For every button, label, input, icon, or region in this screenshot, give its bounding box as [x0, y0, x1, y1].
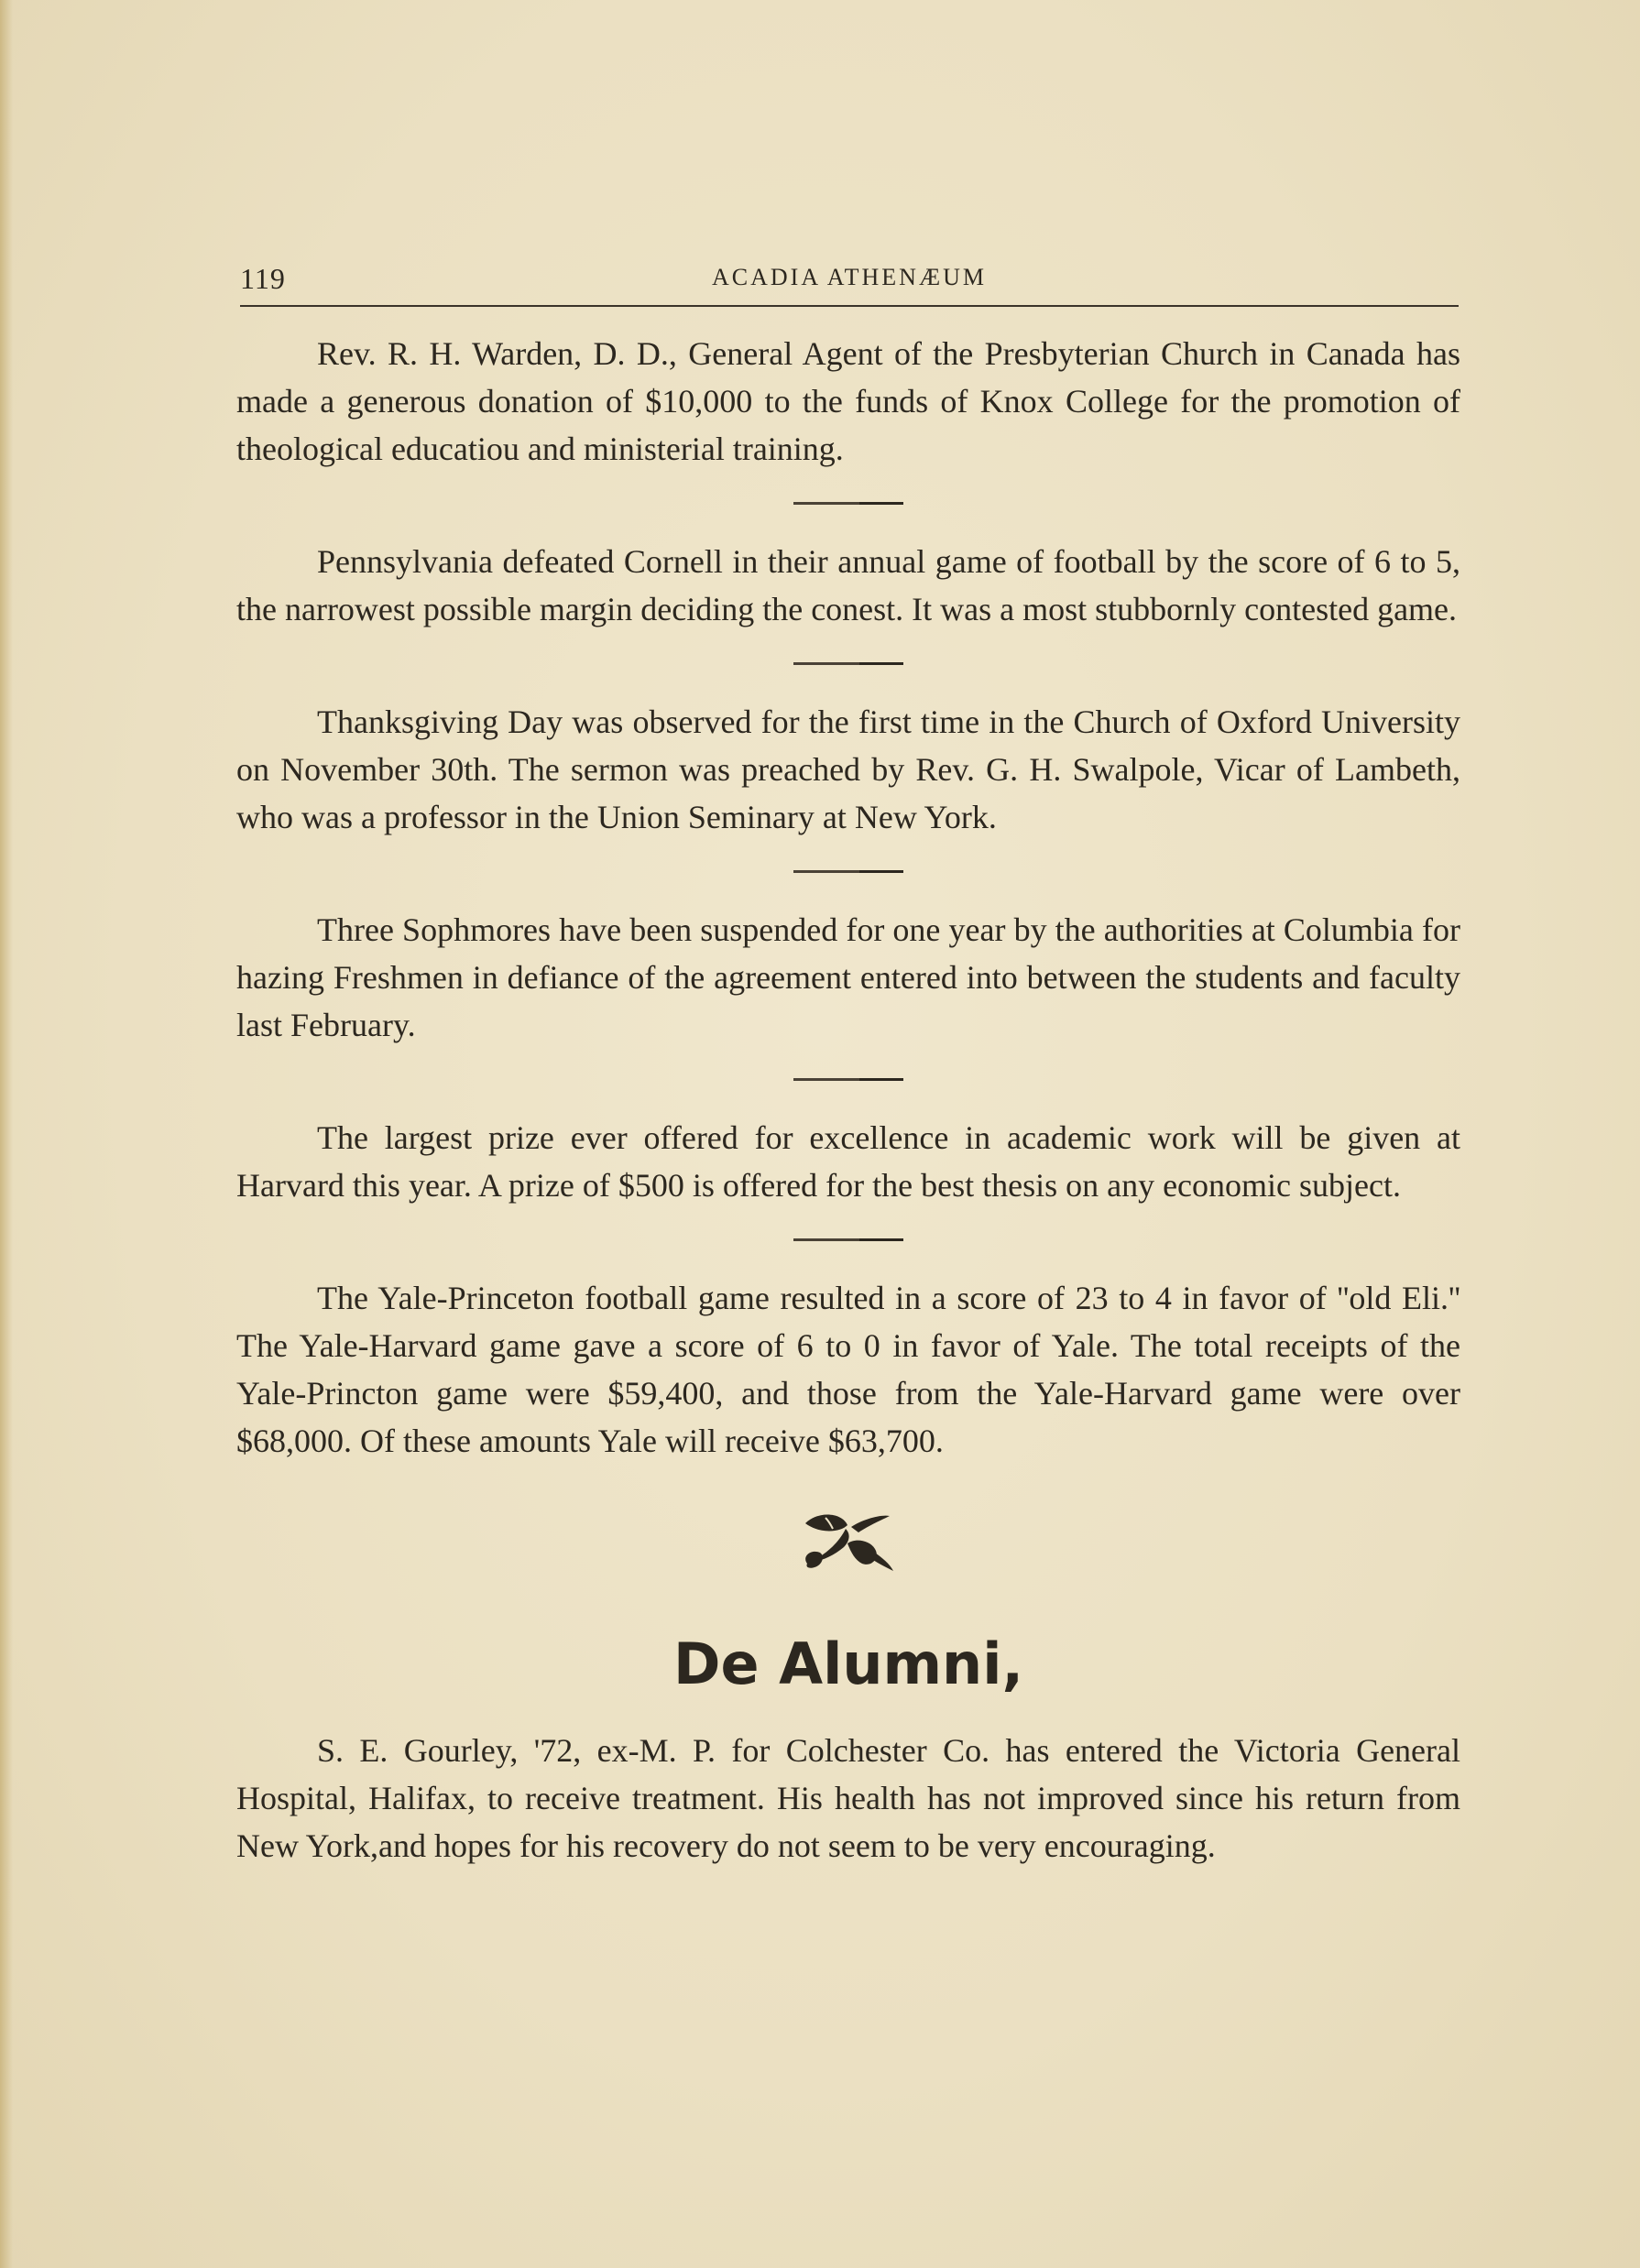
- news-item-yale-football: The Yale-Princeton football game resulted in a score of 23 to 4 in favor of ''old Eli.'' The Yale-Harvard game gave a score of 6 to 0 in favor of Yale. The total receipts of the Yale-Princton game were $59,400, and those from the Yale-Harvard game were over $68,000. Of these amounts Yale will receive $63,700.: [236, 1280, 1460, 1459]
- news-item-harvard-prize: The largest prize ever offered for excellence in academic work will be given at Harvard this year. A prize of $500 is offered for the best thesis on any economic subject.: [236, 1119, 1460, 1204]
- news-item-presbyterian-donation: Rev. R. H. Warden, D. D., General Agent of the Presbyterian Church in Canada has made a generous donation of $10,000 to the funds of Knox College for the promotion of theological educatiou and ministerial training.: [236, 335, 1460, 467]
- section-divider: [793, 870, 903, 873]
- header-rule: [240, 305, 1459, 307]
- running-head: ACADIA ATHENÆUM: [712, 264, 987, 290]
- section-divider: [793, 1078, 903, 1081]
- section-divider: [793, 502, 903, 505]
- section-heading-alumni: De Alumni,: [672, 1630, 1024, 1697]
- article-body: [236, 330, 1460, 1870]
- news-item-pennsylvania-cornell: Pennsylvania defeated Cornell in their annual game of football by the score of 6 to 5, the narrowest possible margin deciding the conest. It was a most stubbornly contested game.: [236, 543, 1460, 627]
- section-divider: [793, 662, 903, 665]
- fleuron-ornament-icon: [798, 1507, 899, 1580]
- alumni-item-gourley: S. E. Gourley, '72, ex-M. P. for Colchester Co. has entered the Victoria General Hospital, Halifax, to receive treatment. His health has not improved since his return from New York,and hopes for his recovery do not seem to be very encouraging.: [236, 1732, 1460, 1864]
- section-divider: [793, 1238, 903, 1241]
- news-item-columbia-hazing: Three Sophmores have been suspended for one year by the authorities at Columbia for hazing Freshmen in defiance of the agreement entered into between the students and faculty last February.: [236, 911, 1460, 1043]
- page-header: [240, 258, 1459, 304]
- page-number: 119: [240, 262, 286, 295]
- page-spine-shadow: [0, 0, 13, 2268]
- news-item-thanksgiving-oxford: Thanksgiving Day was observed for the first time in the Church of Oxford University on November 30th. The sermon was preached by Rev. G. H. Swalpole, Vicar of Lambeth, who was a professor in the Union Seminary at New York.: [236, 703, 1460, 835]
